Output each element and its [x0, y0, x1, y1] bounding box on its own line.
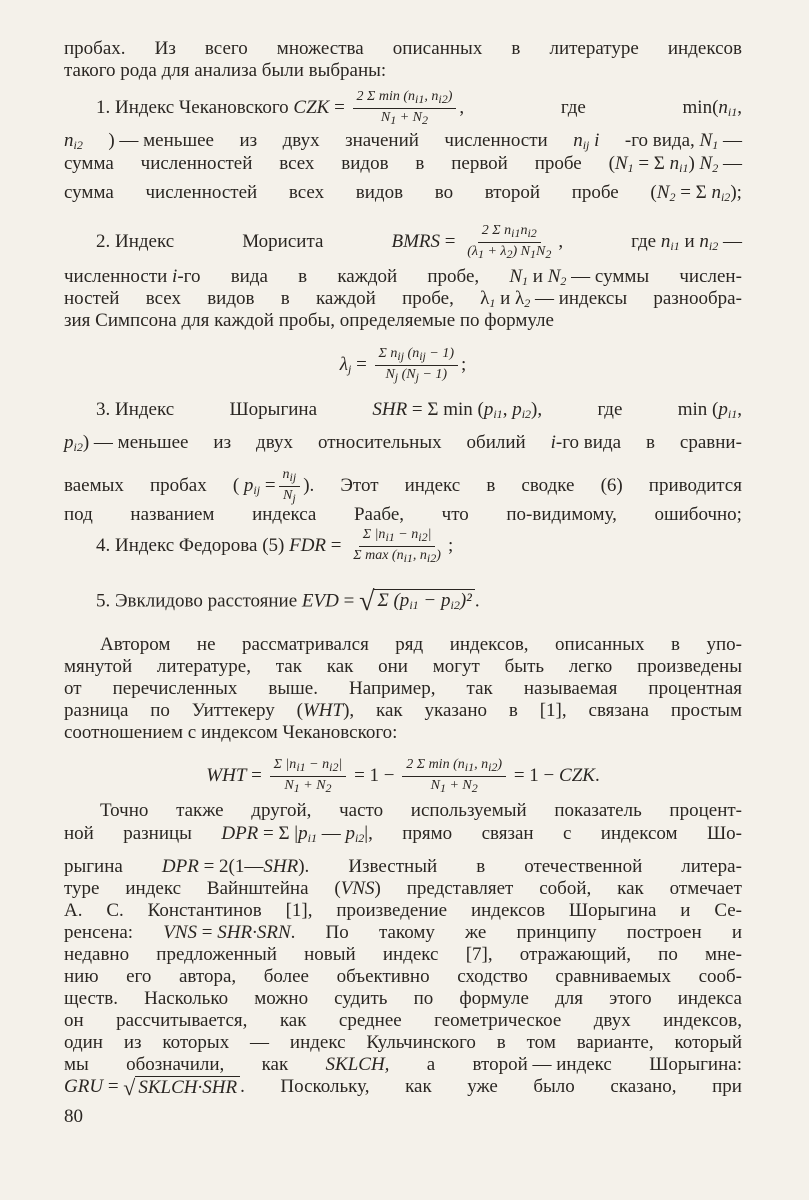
text-line-30: недавно предложенный новый индекс [7], отражающий, по мне-	[64, 944, 742, 965]
lambda-fraction: $\frac{\text{Σ nij (nij − 1)}}{Nj (Nj - 1)}$	[375, 345, 458, 386]
text-line-21: разница по Уиттекеру (WHT), как указано в [1], связана простым	[64, 700, 742, 721]
text-line-19: мянутой литературе, так как они могут быть легко произведены	[64, 656, 742, 677]
formula-lambda: $\lambda_j$ = $\frac{\text{Σ nij (nij − 1)}}{Nj (Nj - 1)}$ ;	[339, 346, 467, 384]
formula-bmrs: 2. Индекс Морисита BMRS = $\frac{\text{2 Σ ni1ni2}}{(\lambda 1 + \lambda 2) N1N2}$ , где $n_{i1}$ и $n_{i2}$ —	[96, 223, 742, 261]
text-line-18: Автором не рассматривался ряд индексов, описанных в упо-	[100, 634, 742, 655]
text-line-28: А. С. Константинов [1], произведение индексов Шорыгина и Се-	[64, 900, 742, 921]
evd-sqrt: √ Σ $(p_{i1} - p_{i2})^2$	[359, 588, 475, 616]
text-line-2: такого рода для анализа были выбраны:	[64, 60, 387, 81]
text-line-34: один из которых — индекс Кульчинского в том варианте, который	[64, 1032, 742, 1053]
text-line-25: ной разницы DPR = Σ $|p_{i1}$ — $p_{i2}|$, прямо связан с индексом Шо-	[64, 823, 742, 845]
text-line-4: $n_{i2}$ ) — меньшее из двух значений численности $n_{ij}$ i -го вида, $N_1$ —	[64, 130, 742, 152]
text-line-31: нию его автора, более объективно сходство сравниваемых сооб-	[64, 966, 742, 987]
text-line-9: ностей всех видов в каждой пробе, $\lambda_1$ и $\lambda_2$ — индексы разнообра-	[64, 288, 742, 310]
wht-fraction-2: $\frac{\text{2 Σ min (ni1, ni2)}}{N1 + N2}$	[402, 756, 506, 797]
text-line-27: туре индекс Вайнштейна (VNS) представляет собой, как отмечает	[64, 878, 742, 899]
wht-fraction-1: $\frac{\Sigma |ni1 - ni2|}{N1 + N2}$	[270, 756, 347, 797]
text-line-6: сумма численностей всех видов во второй пробе ($N_2 = \Sigma$ $n_{i2}$);	[64, 182, 742, 204]
text-line-8: численности i-го вида в каждой пробе, $N_1$ и $N_2$ — суммы числен-	[64, 266, 742, 288]
text-line-32: ществ. Насколько можно судить по формуле для этого индекса	[64, 988, 742, 1009]
formula-shr: 3. Индекс Шорыгина SHR = Σ $\min (p_{i1}$, $p_{i2}$), где $\min (p_{i1}$,	[96, 399, 742, 421]
text-line-10: зия Симпсона для каждой пробы, определяемые по формуле	[64, 310, 554, 331]
text-line-36: GRU = √ SKLCH·SHR . Поскольку, как уже было сказано, при	[64, 1075, 742, 1101]
bmrs-fraction: $\frac{\text{2 Σ ni1ni2}}{(\lambda 1 + \lambda 2) N1N2}$	[467, 223, 552, 261]
text-line-29: ренсена: VNS = SHR·SRN. По такому же принципу построен и	[64, 922, 742, 943]
text-line-33: он рассчитывается, как среднее геометрическое двух индексов,	[64, 1010, 742, 1031]
formula-wht: WHT = $\frac{\Sigma |ni1 - ni2|}{N1 + N2}$ = 1 − $\frac{\text{2 Σ min (ni1, ni2)}}{N1 + N2}$ = 1 − CZK.	[206, 757, 600, 795]
formula-fdr: 4. Индекс Федорова (5) FDR = $\frac{\Sigma |ni1 - ni2|}{\text{Σ max (ni1, ni2)}}$ ;	[96, 527, 454, 565]
czk-prefix: 1. Индекс Чекановского CZK = $\frac{\text{2 Σ min (ni1, ni2)}}{N1 + N2}$ ,	[96, 89, 465, 127]
text-line-13: $p_{i2}$) — меньшее из двух относительных обилий i-го вида в сравни-	[64, 432, 742, 454]
formula-evd: 5. Эвклидово расстояние EVD = √ Σ $(p_{i1} - p_{i2})^2$ .	[96, 586, 480, 617]
fdr-fraction: $\frac{\Sigma |ni1 - ni2|}{\text{Σ max (ni1, ni2)}}$	[353, 527, 441, 565]
text-line-26: рыгина DPR = 2(1—SHR). Известный в отечественной литера-	[64, 856, 742, 877]
text-line-20: от перечисленных выше. Например, так называемая процентная	[64, 678, 742, 699]
czk-fraction: $\frac{\text{2 Σ min (ni1, ni2)}}{N1 + N2}$	[353, 88, 457, 129]
text-line-5: сумма численностей всех видов в первой пробе ($N_1 = \Sigma$ $n_{i1}$) $N_2$ —	[64, 153, 742, 175]
text-line-22: соотношением с индексом Чекановского:	[64, 722, 398, 743]
text-line-1: пробах. Из всего множества описанных в литературе индексов	[64, 38, 742, 59]
formula-czk: 1. Индекс Чекановского CZK = $\frac{\text{2 Σ min (ni1, ni2)}}{N1 + N2}$ , где $\min(n_{i1}$,	[96, 89, 742, 127]
gru-sqrt: √ SKLCH·SHR	[123, 1076, 240, 1099]
text-line-15: под названием индекса Раабе, что по-видимому, ошибочно;	[64, 504, 742, 525]
text-line-24: Точно также другой, часто используемый показатель процент-	[100, 800, 742, 821]
page-number: 80	[64, 1106, 83, 1127]
text-line-14: ваемых пробах ( $p_{ij}$ = $\frac{\text{nij}}{Nj}$ ). Этот индекс в сводке (6) приводится	[64, 467, 742, 505]
text-line-35: мы обозначили, как SKLCH, а второй — индекс Шорыгина:	[64, 1054, 742, 1075]
